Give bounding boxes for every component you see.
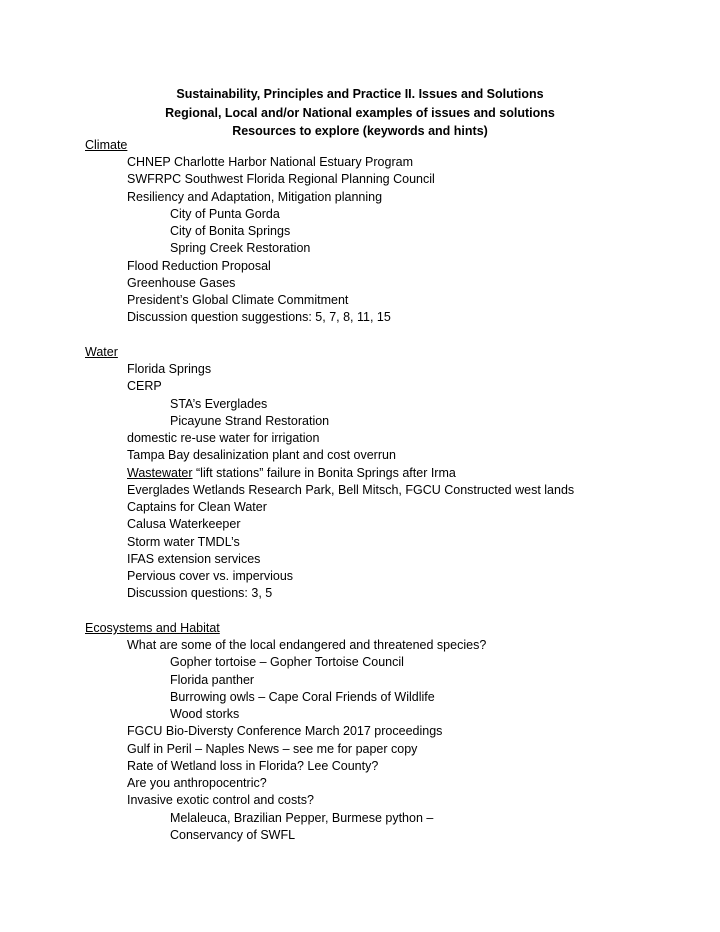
header-subtitle: Regional, Local and/or National examples of issues and solutions: [165, 105, 555, 120]
list-item: IFAS extension services: [127, 552, 261, 566]
list-item: SWFRPC Southwest Florida Regional Planning Council: [127, 172, 435, 186]
list-item-wastewater: [127, 465, 456, 482]
list-item: Tampa Bay desalinization plant and cost overrun: [127, 448, 396, 462]
wastewater-text: “lift stations” failure in Bonita Springs after Irma: [192, 466, 456, 480]
list-item: domestic re-use water for irrigation: [127, 431, 320, 445]
list-item: Calusa Waterkeeper: [127, 517, 241, 531]
list-subitem: Picayune Strand Restoration: [170, 414, 330, 428]
list-item: Pervious cover vs. impervious: [127, 569, 294, 583]
list-item: Captains for Clean Water: [127, 500, 267, 514]
document-header: [0, 85, 720, 141]
list-item: Discussion question suggestions: 5, 7, 8, 11, 15: [127, 310, 391, 324]
list-subitem: Burrowing owls – Cape Coral Friends of Wildlife: [170, 690, 435, 704]
list-item: Greenhouse Gases: [127, 276, 236, 290]
list-subitem: City of Bonita Springs: [170, 224, 291, 238]
list-item: Storm water TMDL’s: [127, 535, 240, 549]
list-subitem: STA’s Everglades: [170, 397, 268, 411]
list-item: Florida Springs: [127, 362, 212, 376]
list-item: What are some of the local endangered and threatened species?: [127, 638, 487, 652]
list-item: Resiliency and Adaptation, Mitigation planning: [127, 190, 383, 204]
header-resources-line: Resources to explore (keywords and hints): [232, 124, 488, 139]
list-item: Rate of Wetland loss in Florida? Lee County?: [127, 759, 379, 773]
list-item: Gulf in Peril – Naples News – see me for paper copy: [127, 742, 418, 756]
header-title: Sustainability, Principles and Practice II. Issues and Solutions: [176, 87, 544, 101]
list-item: Everglades Wetlands Research Park, Bell Mitsch, FGCU Constructed west lands: [127, 483, 575, 497]
list-subitem: Florida panther: [170, 673, 255, 687]
list-subitem: Wood storks: [170, 707, 240, 721]
list-subitem: Gopher tortoise – Gopher Tortoise Council: [170, 655, 404, 669]
list-subitem: City of Punta Gorda: [170, 207, 280, 221]
list-item: Flood Reduction Proposal: [127, 259, 271, 273]
section-heading-climate: Climate: [85, 138, 128, 152]
list-item: President’s Global Climate Commitment: [127, 293, 349, 307]
list-item: Discussion questions: 3, 5: [127, 586, 273, 600]
list-item: Invasive exotic control and costs?: [127, 793, 314, 807]
list-item: Are you anthropocentric?: [127, 776, 267, 790]
list-item: CERP: [127, 379, 162, 393]
list-subitem: Spring Creek Restoration: [170, 241, 311, 255]
list-subitem: Melaleuca, Brazilian Pepper, Burmese python –: [170, 811, 434, 825]
list-subitem: Conservancy of SWFL: [170, 828, 296, 842]
section-heading-water: Water: [85, 345, 118, 359]
section-heading-ecosystems: Ecosystems and Habitat: [85, 621, 220, 635]
wastewater-label: Wastewater: [127, 466, 193, 480]
list-item: FGCU Bio-Diversty Conference March 2017 proceedings: [127, 724, 443, 738]
list-item: CHNEP Charlotte Harbor National Estuary Program: [127, 155, 413, 169]
